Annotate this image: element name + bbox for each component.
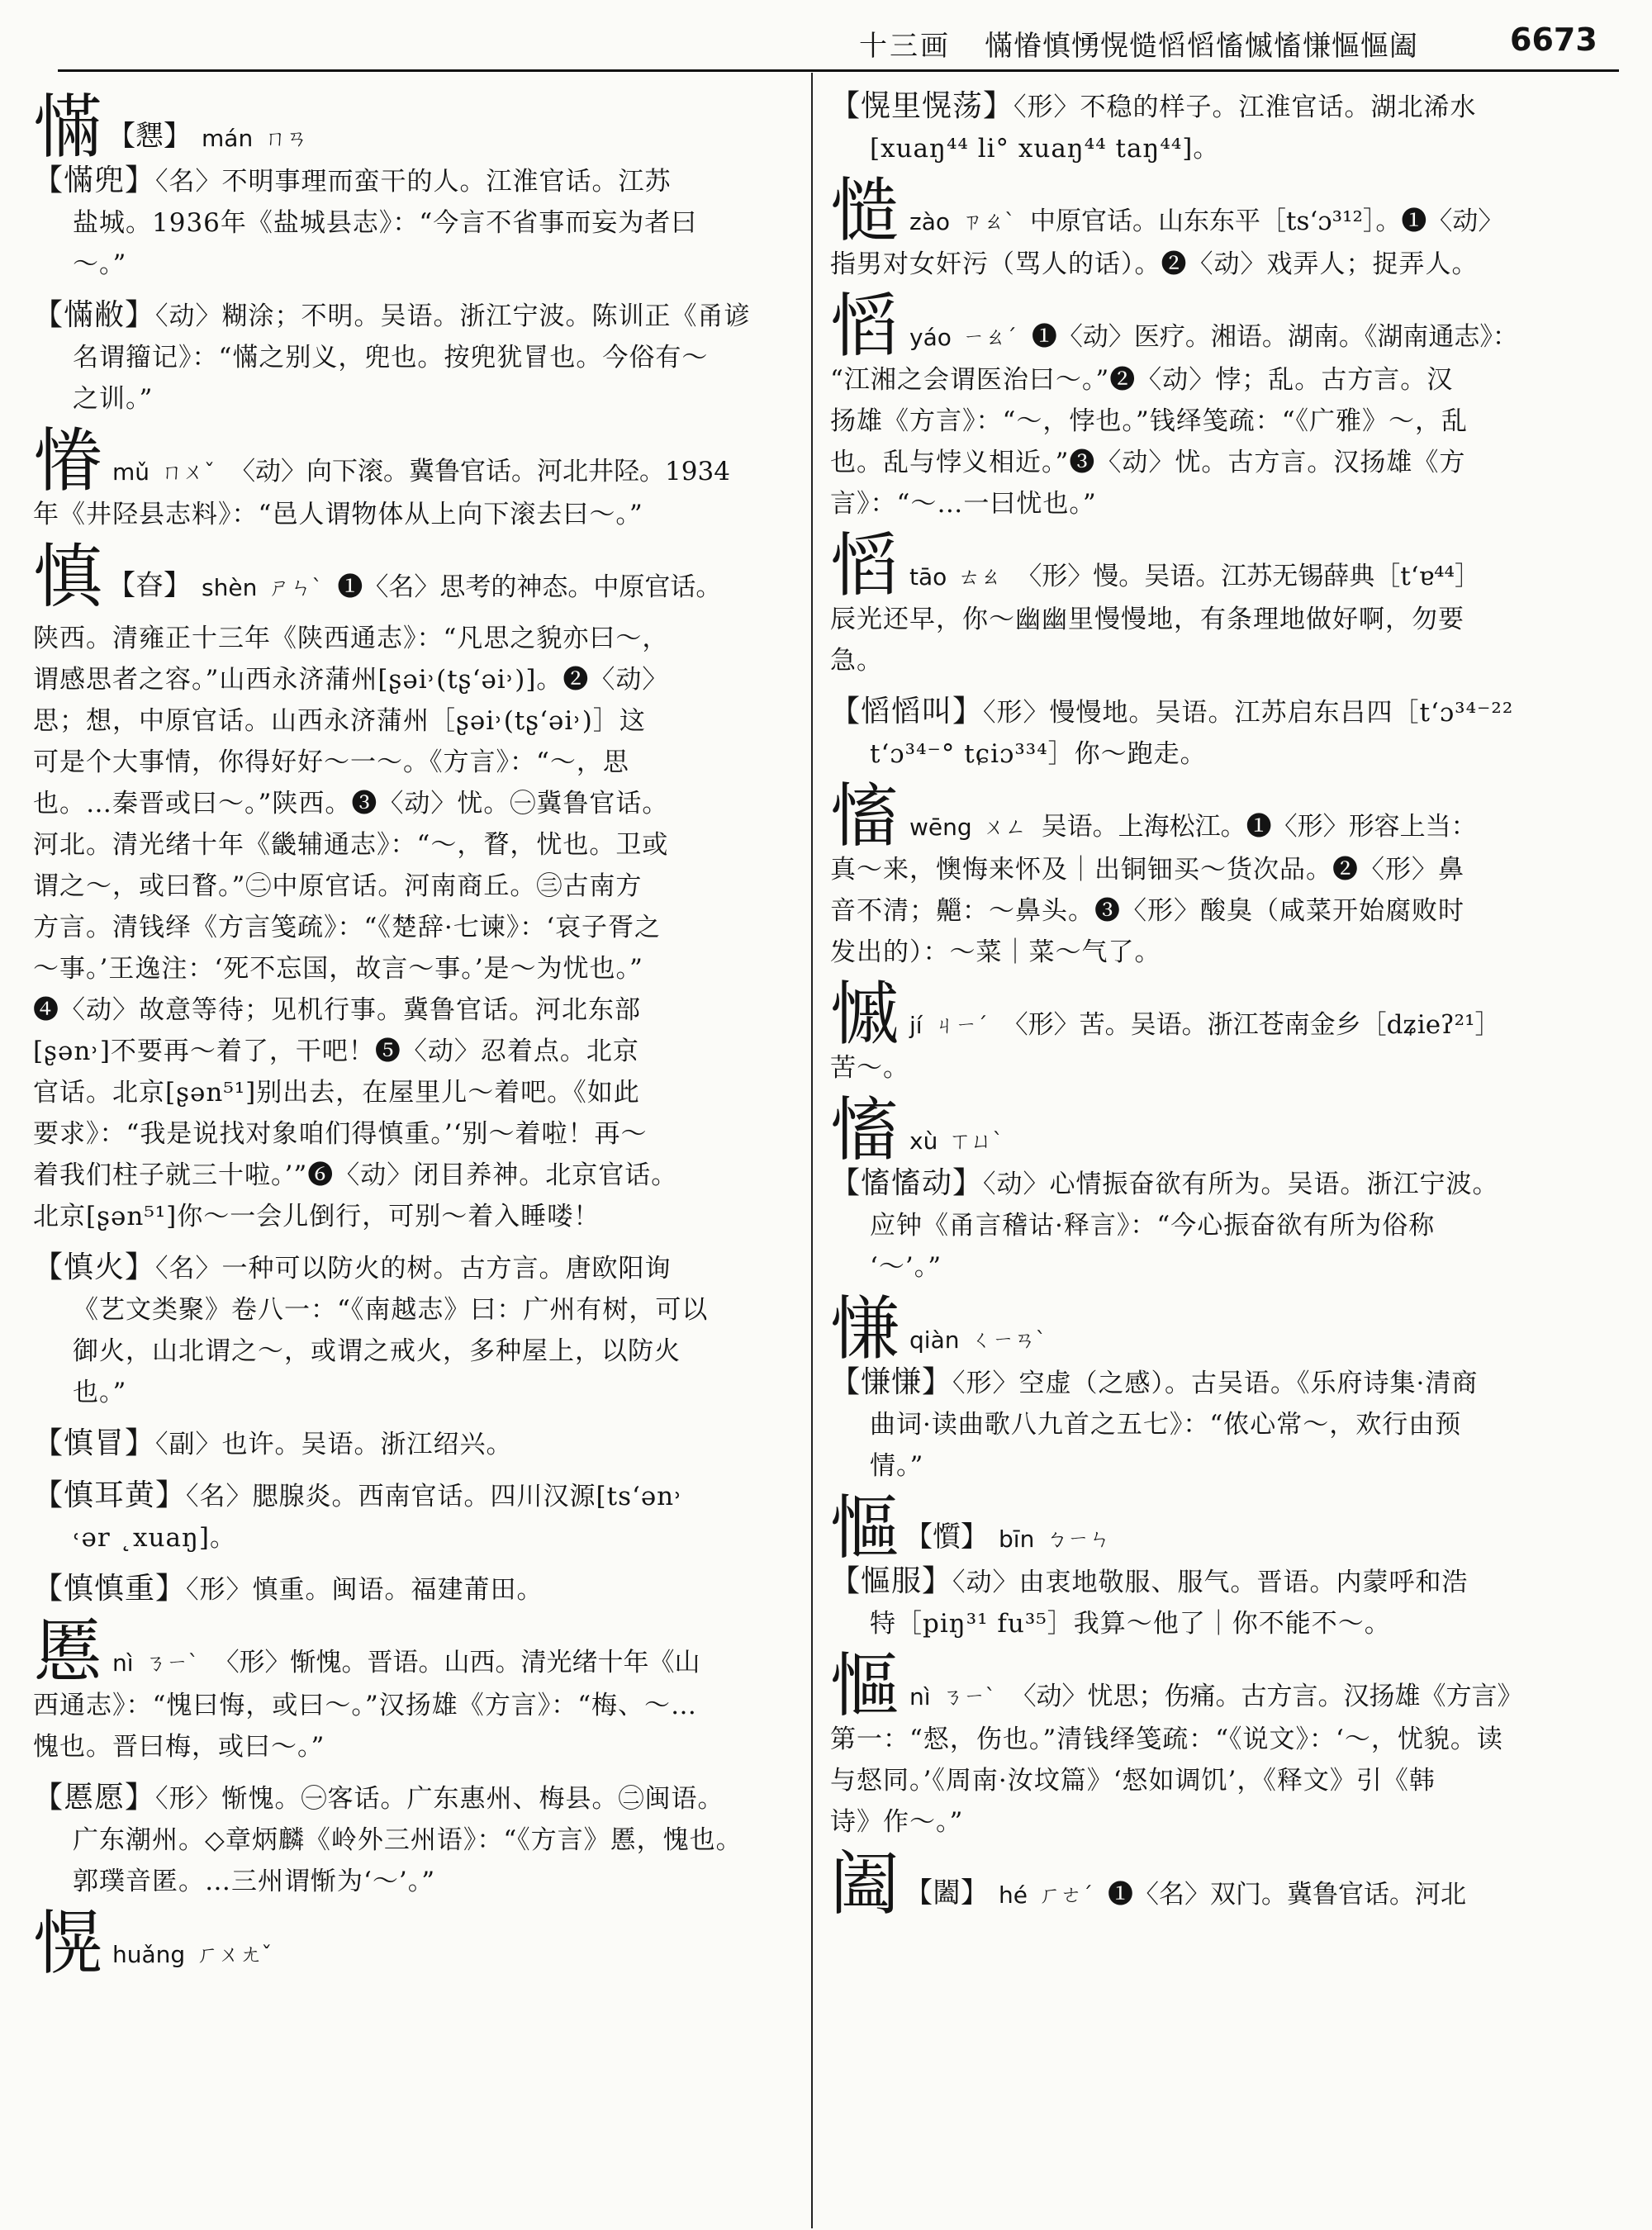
entry-xu [830,1090,1627,1288]
definition-line: 官话。北京[ʂən⁵¹]别出去，在屋里儿～着吧。《如此 [33,1078,640,1108]
definition-line: 也。” [73,1378,127,1407]
definition-line: 〈形〉慢慢地。吴语。江苏启东吕四［tʻɔ³⁴⁻²² [983,698,1514,728]
definition-line: 应钟《甬言稽诂·释言》：“今心振奋欲有所为俗称 [870,1211,1436,1241]
headword-line [33,420,793,501]
definition-line: 指男对女奸污（骂人的话）。❷〈动〉戏弄人；捉弄人。 [830,249,1479,279]
zhuyin: ㄨㄥ [983,815,1027,840]
header-rule [58,69,1619,72]
definition-line: 着我们柱子就三十啦。’”❻〈动〉闭目养神。北京官话。 [33,1160,678,1190]
sub-headword: 【慎耳黄】 [33,1478,187,1512]
sub-headword: 【慎冒】 [33,1426,156,1460]
pinyin: mán [202,125,254,152]
headword-char: 慽 [830,974,900,1055]
definition-line: 陕西。清雍正十三年《陕西通志》：“凡思之貌亦曰～， [33,624,669,653]
entry-mu [33,421,793,535]
pinyin: nì [112,1649,134,1677]
definition-line: 也。…秦晋或曰～。”陕西。❸〈动〉忧。㊀冀鲁官话。 [33,789,669,818]
sub-headword: 【慊慊】 [830,1365,953,1399]
definition-line: 《艺文类聚》卷八一：“《南越志》曰：广州有树，可以 [73,1295,709,1325]
zhuyin: ㄐㄧˊ [933,1013,988,1038]
headword-char: 慉 [830,1089,900,1170]
definition-line: 〈形〉空虚（之感）。古吴语。《乐府诗集·清商 [952,1369,1479,1398]
definition-line: 〈动〉向下滚。冀鲁官话。河北井陉。1934 [230,457,730,486]
headword-char: 慪 [830,1487,900,1568]
entry-yao [830,287,1627,524]
definition-line: 河北。清光绪十年《畿辅通志》：“～，瞀，忧也。卫或 [33,830,669,860]
entry-qian [830,1289,1627,1487]
definition-line: 扬雄《方言》：“～，悖也。”钱绎笺疏：“《广雅》～，乱 [830,406,1469,436]
definition-line: 可是个大事情，你得好好～一～。《方言》：“～，思 [33,747,629,777]
definition-line: ❶〈名〉双门。冀鲁官话。河北 [1108,1880,1467,1910]
sub-headword: 【愰里愰荡】 [830,89,1014,123]
definition-line: ‘～’。” [870,1252,942,1282]
zhuyin: ㄋㄧˋ [145,1651,199,1676]
definition-line: 真～来，懊悔来怀及｜出铜钿买～货次品。❷〈形〉鼻 [830,855,1464,885]
entry-huang [33,1903,793,1984]
entry-ni [33,1612,793,1902]
definition-line: 发出的）：～菜｜菜～气了。 [830,937,1161,967]
traditional-form: 【闔】 [904,1877,990,1910]
zhuyin: ㄑㄧㄢˋ [971,1328,1047,1353]
definition-line: 〈形〉慢。吴语。江苏无锡薛典［tʻɐ⁴⁴］ [1016,562,1480,591]
definition-line: 吴语。上海松江。❶〈形〉形容上当： [1041,812,1477,842]
sub-headword: 【慎慎重】 [33,1572,187,1606]
pinyin: shèn [202,574,258,601]
headword-char: 阖 [830,1843,900,1924]
sub-entry [830,1362,1627,1404]
zhuyin: ㄊㄠ [958,565,1002,590]
definition-line: 名谓籀记》：“慲之别义，兜也。按兜犹冒也。今俗有～ [73,343,709,372]
pinyin: zào [909,208,951,235]
sub-entry [33,1568,793,1611]
headword-char: 慎 [33,536,103,617]
entry-zao [830,171,1627,285]
pinyin: xù [909,1127,938,1155]
definition-line: tʻɔ³⁴⁻° tɕiɔ³³⁴］你～跑走。 [870,739,1207,769]
definition-line: 〈形〉不稳的样子。江淮官话。湖北浠水 [1014,93,1477,122]
definition-line: 第一：“惄，伤也。”清钱绎笺疏：“《说文》：‘～，忧貌。读 [830,1725,1503,1754]
definition-line: 广东潮州。◇章炳麟《岭外三州语》：“《方言》慝，愧也。 [73,1825,743,1855]
headword-line [33,537,793,618]
definition-line: 〈动〉心情振奋欲有所为。吴语。浙江宁波。 [983,1170,1499,1199]
zhuyin: ㄕㄣˋ [268,576,323,600]
pinyin: qiàn [909,1326,960,1354]
headword-line [830,974,1627,1055]
sub-headword: 【慆慆叫】 [830,695,984,728]
entry-shen [33,537,793,1611]
headword-char: 慻 [33,420,103,501]
definition-line: 年《井陉县志料》：“邑人谓物体从上向下滚去曰～。” [33,500,643,529]
entry-he [830,1843,1627,1924]
headword-line [830,525,1627,606]
definition-line: 音不清；齆：～鼻头。❸〈形〉酸臭（咸菜开始腐败时 [830,896,1464,926]
pinyin: yáo [909,324,952,351]
definition-line: 言》：“～…一曰忧也。” [830,489,1097,519]
zhuyin: ㄒㄩˋ [949,1129,1004,1154]
sub-entry [33,1777,793,1820]
definition-line: ❶〈动〉医疗。湘语。湖南。《湖南通志》： [1031,322,1518,352]
entry-bin [830,1488,1627,1644]
headword-char: 慪 [830,1645,900,1726]
definition-line: [xuaŋ⁴⁴ li° xuaŋ⁴⁴ taŋ⁴⁴]。 [870,134,1220,164]
headword-line [830,1843,1627,1924]
definition-line: 诗》作～。” [830,1807,964,1837]
right-column [830,86,1627,1924]
sub-headword: 【慲敝】 [33,298,156,332]
sub-entry [830,691,1627,733]
definition-line: 〈动〉忧思；伤痛。古方言。汉扬雄《方言》 [1010,1682,1523,1711]
sub-entry [830,1163,1627,1205]
definition-line: 思；想，中原官话。山西永济蒲州［ʂəi˒(tʂʻəi˒)］这 [33,706,646,736]
definition-line: ˓ər ˛xuaŋ]。 [73,1523,237,1553]
pinyin: nì [909,1683,931,1710]
definition-line: 〈形〉慎重。闽语。福建莆田。 [186,1575,544,1605]
definition-line: “江湘之会谓医治曰～。”❷〈动〉悖；乱。古方言。汉 [830,365,1454,395]
headword-line [830,1645,1627,1726]
definition-line: 〈副〉也许。吴语。浙江绍兴。 [155,1430,513,1459]
pinyin: huǎng [112,1941,186,1968]
definition-line: 曲词·读曲歌八九首之五七》：“侬心常～，欢行由预 [870,1410,1462,1440]
entry-weng [830,776,1627,973]
sub-entry [33,1423,793,1465]
sub-headword: 【慉慉动】 [830,1166,984,1200]
sub-entry [33,295,793,337]
sub-headword: 【慲兜】 [33,164,156,197]
definition-line: 盐城。1936年《盐城县志》：“今言不省事而妄为者曰 [73,208,698,238]
page-number: 6673 [1510,21,1597,58]
zhuyin: ㄋㄧˋ [942,1685,996,1710]
zhuyin: ㄅㄧㄣ [1046,1527,1111,1552]
definition-line: 情。” [870,1451,924,1481]
left-column [33,86,793,1984]
definition-line: 御火，山北谓之～，或谓之戒火，多种屋上，以防火 [73,1336,681,1366]
definition-line: 〈形〉苦。吴语。浙江苍南金乡［dʑieʔ²¹］ [1002,1010,1501,1040]
header-character-range: 慲慻慎愑愰慥慆慆慉慽慉慊慪慪阖 [985,30,1418,63]
definition-line: 愧也。晋曰梅，或曰～。” [33,1732,325,1762]
headword-char: 慉 [830,776,900,856]
column-divider [811,73,813,2228]
definition-line: 与惄同。’《周南·汝坟篇》‘惄如调饥’，《释文》引《韩 [830,1766,1436,1796]
definition-line: 要求》：“我是说找对象咱们得慎重。’‘别～着啦！再～ [33,1119,648,1149]
headword-line [33,87,793,168]
pinyin: bīn [999,1525,1035,1553]
sub-headword: 【慝愿】 [33,1781,156,1815]
stroke-count-label: 十三画 [859,30,951,63]
sub-entry [33,1247,793,1289]
sub-entry [33,1475,793,1517]
definition-line: 中原官话。山东东平［tsʻɔ³¹²］。❶〈动〉 [1030,206,1504,236]
traditional-form: 【昚】 [107,569,192,602]
zhuyin: ㄇㄢ [264,126,308,151]
headword-char: 慝 [33,1611,103,1692]
definition-line: 谓之～，或曰瞀。”㊁中原官话。河南商丘。㊂古南方 [33,871,643,901]
definition-line: ❹〈动〉故意等待；见机行事。冀鲁官话。河北东部 [33,995,641,1025]
sub-entry [830,86,1627,128]
definition-line: [ʂən˒]不要再～着了，干吧！❺〈动〉忍着点。北京 [33,1037,639,1066]
headword-char: 慥 [830,170,900,251]
definition-line: ❶〈名〉思考的神态。中原官话。 [337,572,722,602]
page-header [0,0,1652,71]
headword-line [33,1903,793,1984]
headword-line [830,286,1627,367]
definition-line: 苦～。 [830,1053,909,1083]
headword-line [830,776,1627,856]
definition-line: 〈形〉惭愧。晋语。山西。清光绪十年《山 [213,1648,700,1677]
definition-line: ～。” [73,249,127,279]
headword-char: 慆 [830,286,900,367]
definition-line: 也。乱与悖义相近。”❸〈动〉忧。古方言。汉扬雄《方 [830,448,1466,477]
pinyin: hé [999,1881,1028,1909]
sub-headword: 【慪服】 [830,1564,953,1598]
sub-entry [33,160,793,202]
pinyin: jí [909,1012,923,1039]
entry-ni-2 [830,1646,1627,1843]
definition-line: 方言。清钱绎《方言笺疏》：“《楚辞·七谏》：‘哀子胥之 [33,913,662,942]
pinyin: tāo [909,563,947,591]
headword-line [830,1487,1627,1568]
definition-line: 急。 [830,646,883,676]
definition-line: 郭璞音匿。…三州谓惭为‘～’。” [73,1867,436,1896]
sub-entry [830,1561,1627,1603]
traditional-form: 【懫】 [904,1521,990,1554]
headword-line [830,1089,1627,1170]
definition-line: 〈动〉糊涂；不明。吴语。浙江宁波。陈训正《甬谚 [155,301,751,331]
zhuyin: ㄏㄜˊ [1039,1883,1094,1908]
headword-line [33,1611,793,1692]
entry-man [33,88,793,420]
headword-char: 慲 [33,87,103,168]
traditional-form: 【㦟】 [107,120,192,153]
definition-line: 〈名〉不明事理而蛮干的人。江淮官话。江苏 [155,167,672,197]
definition-line: 〈名〉腮腺炎。西南官话。四川汉源[tsʻən˒ [186,1482,683,1511]
headword-char: 愰 [33,1903,103,1984]
entry-tao [830,526,1627,775]
headword-char: 慆 [830,525,900,606]
pinyin: mǔ [112,458,150,486]
sub-headword: 【慎火】 [33,1250,156,1284]
entry-ji [830,975,1627,1089]
definition-line: ～事。’王逸注：‘死不忘国，故言～事。’是～为忧也。” [33,954,643,984]
pinyin: wēng [909,814,972,841]
definition-line: 北京[ʂən⁵¹]你～一会儿倒行，可别～着入睡喽！ [33,1202,601,1231]
definition-line: 〈动〉由衷地敬服、服气。晋语。内蒙呼和浩 [952,1568,1469,1597]
headword-line [830,170,1627,251]
headword-char: 慊 [830,1288,900,1369]
definition-line: 〈名〉一种可以防火的树。古方言。唐欧阳询 [155,1254,672,1283]
definition-line: 〈形〉惭愧。㊀客话。广东惠州、梅县。㊁闽语。 [155,1784,724,1814]
definition-line: 之训。” [73,384,154,414]
definition-line: 西通志》：“愧曰悔，或曰～。”汉扬雄《方言》：“梅、～… [33,1691,698,1720]
zhuyin: ㄏㄨㄤˇ [197,1943,273,1967]
zhuyin: ㄧㄠˊ [962,325,1017,350]
definition-line: 特［piŋ³¹ fu³⁵］我算～他了｜你不能不～。 [870,1609,1391,1639]
zhuyin: ㄇㄨˇ [161,460,216,485]
headword-line [830,1288,1627,1369]
zhuyin: ㄗㄠˋ [961,210,1016,235]
definition-line: 谓感思者之容。”山西永济蒲州[ʂəi˒(tʂʻəi˒)]。❷〈动〉 [33,665,669,695]
definition-line: 辰光还早，你～幽幽里慢慢地，有条理地做好啊，勿要 [830,605,1464,634]
